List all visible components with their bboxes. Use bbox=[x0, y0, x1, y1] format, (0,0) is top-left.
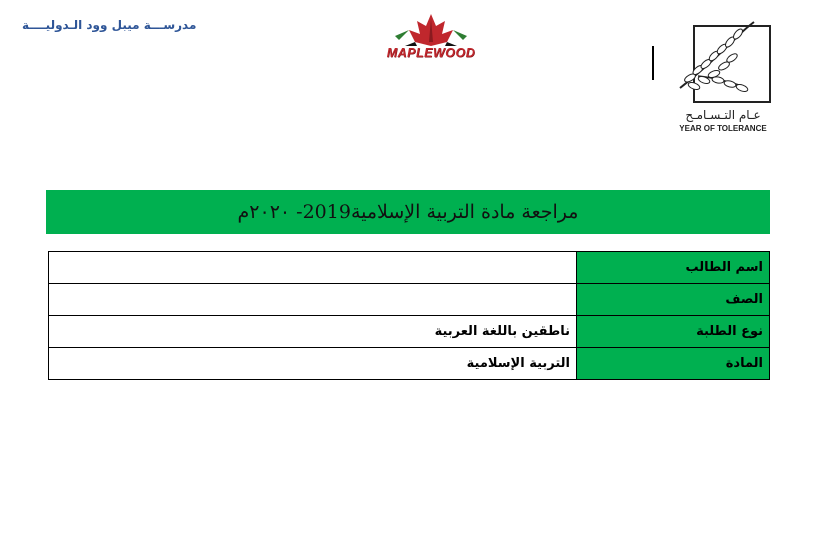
year-of-tolerance-english: YEAR OF TOLERANCE bbox=[679, 124, 767, 133]
student-name-field[interactable] bbox=[49, 252, 577, 284]
student-type-label: نوع الطلبة bbox=[577, 316, 770, 348]
school-name: مدرســـة ميبل وود الـدوليــــة bbox=[22, 18, 197, 32]
grade-label: الصف bbox=[577, 284, 770, 316]
table-row bbox=[49, 284, 770, 316]
ghaf-tree-icon bbox=[668, 16, 778, 108]
year-of-tolerance-logo bbox=[668, 16, 778, 136]
title-banner bbox=[46, 190, 770, 234]
table-row bbox=[49, 252, 770, 284]
year-of-tolerance-arabic: عـام التـسـامـح bbox=[685, 108, 761, 122]
student-type-value: ناطقين باللغة العربية bbox=[49, 316, 577, 348]
student-info-table bbox=[48, 251, 770, 380]
table-row bbox=[49, 316, 770, 348]
grade-field[interactable] bbox=[49, 284, 577, 316]
text-cursor bbox=[652, 46, 654, 80]
maplewood-logo-text: MAPLEWOOD bbox=[386, 46, 476, 60]
student-name-label: اسم الطالب bbox=[577, 252, 770, 284]
subject-label: المادة bbox=[577, 348, 770, 380]
table-row bbox=[49, 348, 770, 380]
subject-value: التربية الإسلامية bbox=[49, 348, 577, 380]
page-title: مراجعة مادة التربية الإسلامية2019- ٢٠٢٠م bbox=[237, 201, 579, 223]
maplewood-logo bbox=[375, 12, 487, 62]
